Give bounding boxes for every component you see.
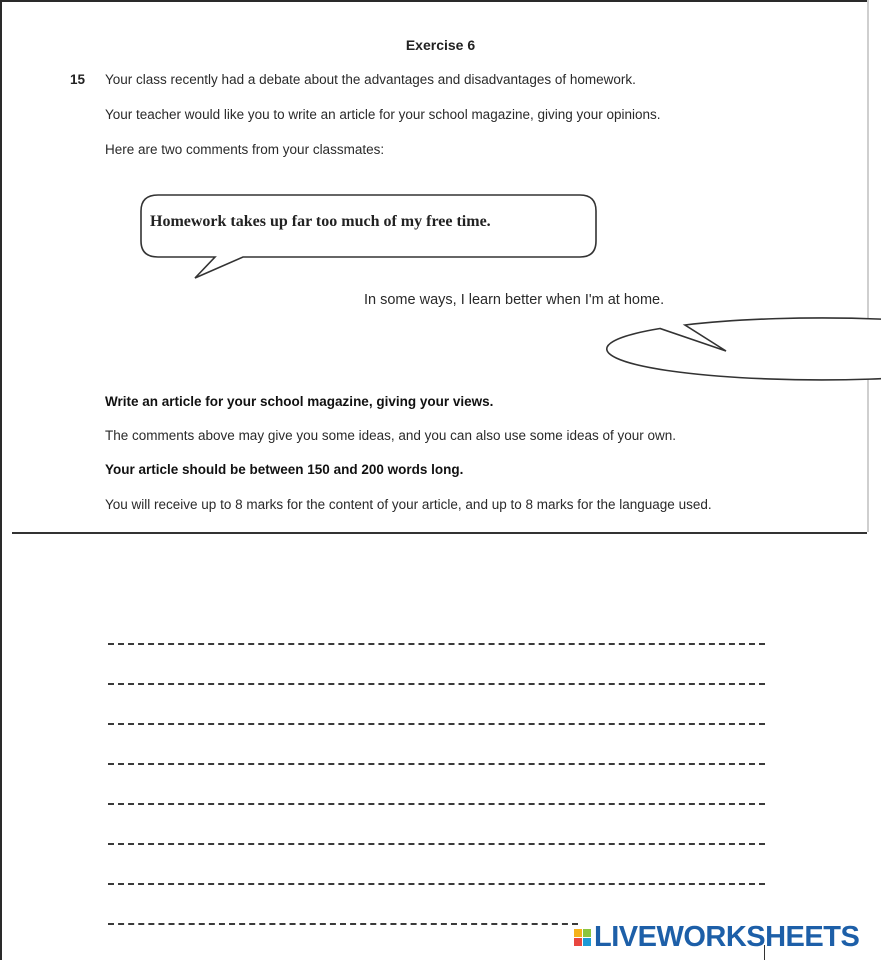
answer-line[interactable] [108, 803, 765, 805]
answer-line[interactable] [108, 763, 765, 765]
logo-squares-icon [574, 929, 591, 946]
ideas-instruction: The comments above may give you some ideas, and you can also use some ideas of your own. [105, 428, 677, 443]
intro-line-3: Here are two comments from your classmates: [105, 142, 385, 157]
answer-line[interactable] [108, 723, 765, 725]
logo-text: LIVEWORKSHEETS [594, 920, 860, 953]
speech-bubble-2 [607, 318, 881, 380]
logo-square-1 [574, 929, 582, 937]
speech-bubble-1 [141, 195, 596, 278]
liveworksheets-logo [574, 922, 859, 952]
answer-line[interactable] [108, 843, 765, 845]
speech-bubbles [0, 0, 881, 400]
logo-square-3 [574, 938, 582, 946]
comment-1-text: Homework takes up far too much of my free time. [150, 213, 491, 230]
answer-line[interactable] [108, 883, 765, 885]
answer-line[interactable] [108, 683, 765, 685]
intro-line-2: Your teacher would like you to write an article for your school magazine, giving your opinions. [105, 107, 661, 122]
intro-line-1: Your class recently had a debate about the advantages and disadvantages of homework. [105, 72, 636, 87]
logo-square-4 [583, 938, 591, 946]
section-divider [12, 532, 867, 534]
marks-instruction: You will receive up to 8 marks for the content of your article, and up to 8 marks for the language used. [105, 497, 712, 512]
task-instruction: Write an article for your school magazine, giving your views. [105, 394, 494, 409]
logo-square-2 [583, 929, 591, 937]
exercise-title: Exercise 6 [405, 37, 476, 53]
length-instruction: Your article should be between 150 and 200 words long. [105, 462, 464, 477]
answer-line[interactable] [108, 643, 765, 645]
comment-2-text: In some ways, I learn better when I'm at home. [364, 292, 665, 308]
question-number: 15 [70, 72, 86, 87]
answer-line[interactable] [108, 923, 578, 925]
